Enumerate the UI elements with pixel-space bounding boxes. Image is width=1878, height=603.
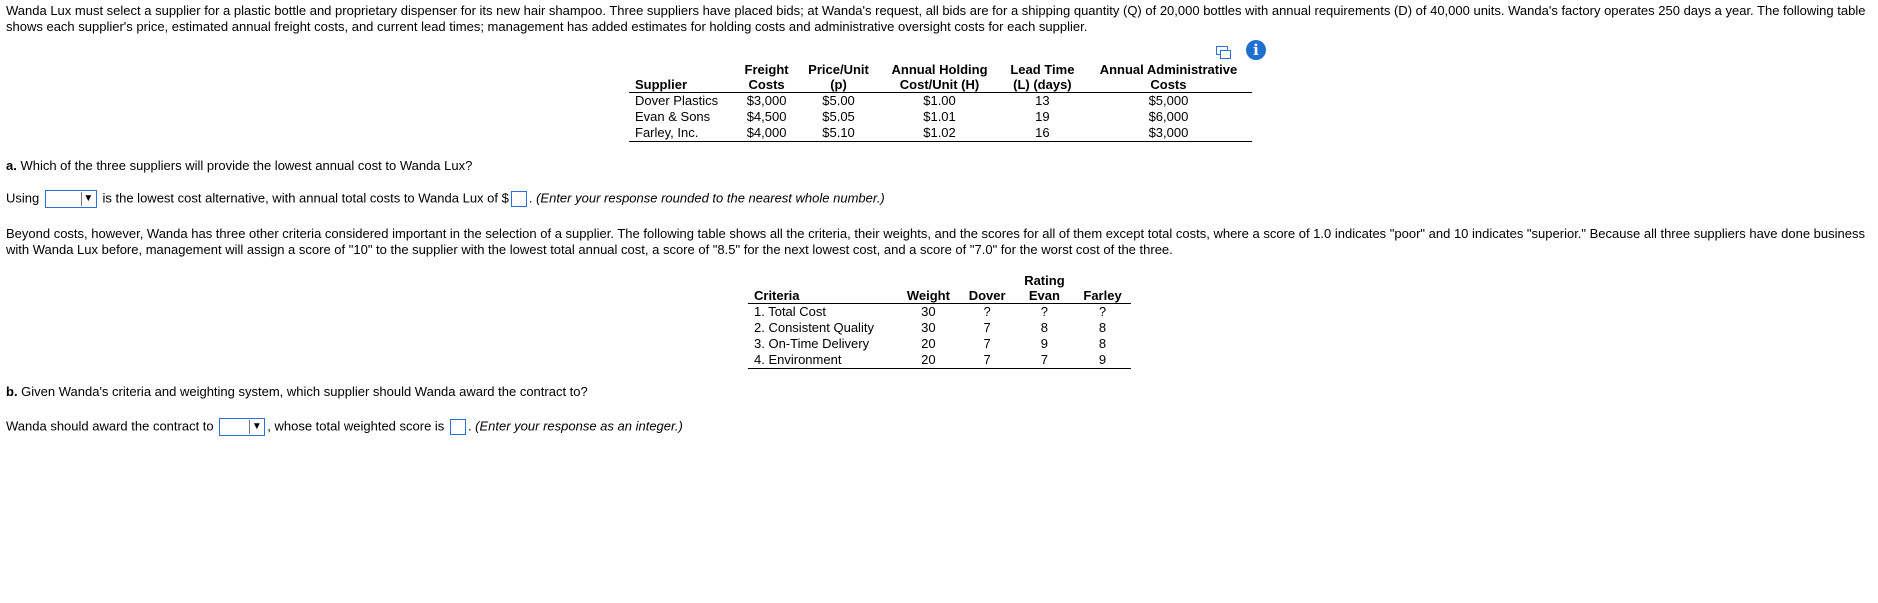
header-holding-l1: Annual Holding	[891, 62, 988, 77]
hint-a: (Enter your response rounded to the nearest whole number.)	[536, 190, 885, 206]
question-b-text: Given Wanda's criteria and weighting system, which supplier should Wanda award the contract to?	[17, 384, 588, 399]
supplier-table	[629, 62, 1252, 142]
table-row: Evan & Sons $4,500 $5.05 $1.01 19 $6,000	[635, 109, 1189, 124]
header-evan: Evan	[1015, 288, 1074, 304]
header-price: (p)	[798, 77, 879, 93]
header-weight: Weight	[897, 288, 959, 304]
header-freight-l1: Freight	[744, 62, 789, 77]
info-icon[interactable]: i	[1246, 40, 1266, 60]
chevron-down-icon: ▼	[81, 192, 95, 206]
total-cost-input[interactable]	[511, 191, 527, 207]
weighted-score-input[interactable]	[450, 419, 466, 435]
table-row: Farley, Inc. $4,000 $5.10 $1.02 16 $3,000	[629, 125, 1252, 142]
header-admin: Costs	[1085, 77, 1252, 93]
question-a-text: Which of the three suppliers will provide the lowest annual cost to Wanda Lux?	[16, 158, 473, 173]
header-admin-l1: Annual Administrative	[1099, 62, 1238, 77]
header-farley: Farley	[1074, 288, 1131, 304]
supplier-dropdown-b[interactable]	[219, 418, 265, 436]
header-freight: Costs	[735, 77, 798, 93]
problem-intro: Wanda Lux must select a supplier for a plastic bottle and proprietary dispenser for its new hair shampoo. Three suppliers have placed bids; at Wanda's request, all bids are for a shipping quantity (Q) of 20,000 bottles with annual requirements (D) of 40,000 units. Wanda's factory operates 250 days a year. The following table shows each supplier's price, estimated annual freight costs, and current lead times; management has added estimates for holding costs and administrative oversight costs for each supplier.	[6, 3, 1866, 34]
header-dover: Dover	[960, 288, 1015, 304]
question-b-label: b.	[6, 384, 18, 399]
header-lead-l1: Lead Time	[1010, 62, 1075, 77]
rating-label: Rating	[1024, 273, 1065, 288]
criteria-table	[748, 273, 1131, 369]
answer-a-line: Using ▼ is the lowest cost alternative, with annual total costs to Wanda Lux of $ . (Enter your response rounded to the nearest whole number.)	[6, 190, 885, 208]
answer-b-line: Wanda should award the contract to ▼ , whose total weighted score is . (Enter your response as an integer.)	[6, 418, 683, 436]
header-lead: (L) (days)	[1000, 77, 1085, 93]
table-row: Dover Plastics $3,000 $5.00 $1.00 13 $5,000	[635, 93, 1189, 108]
table-row: 3. On-Time Delivery 20 7 9 8	[754, 336, 1107, 351]
criteria-intro: Beyond costs, however, Wanda has three other criteria considered important in the selection of a supplier. The following table shows all the criteria, their weights, and the scores for all of them except total costs, where a score of 1.0 indicates "poor" and 10 indicates "superior." Because all three suppliers have done business with Wanda Lux before, management will assign a score of "10" to the supplier with the lowest total annual cost, a score of "8.5" for the next lowest cost, and a score of "7.0" for the worst cost of the three.	[6, 226, 1865, 257]
supplier-dropdown-a[interactable]	[45, 190, 97, 208]
header-supplier: Supplier	[629, 77, 735, 93]
copy-icon[interactable]	[1216, 46, 1228, 55]
question-a	[6, 158, 472, 174]
table-row: 1. Total Cost 30 ? ? ?	[754, 304, 1107, 319]
header-supplier-l1	[629, 62, 735, 77]
header-criteria: Criteria	[748, 288, 897, 304]
table-row: 4. Environment 20 7 7 9	[748, 352, 1131, 369]
chevron-down-icon: ▼	[249, 420, 263, 434]
hint-b: (Enter your response as an integer.)	[475, 418, 683, 434]
header-holding: Cost/Unit (H)	[879, 77, 1000, 93]
header-price-l1: Price/Unit	[808, 62, 869, 77]
question-b	[6, 384, 588, 400]
table-row: 2. Consistent Quality 30 7 8 8	[754, 320, 1107, 335]
question-a-label: a.	[6, 158, 17, 173]
